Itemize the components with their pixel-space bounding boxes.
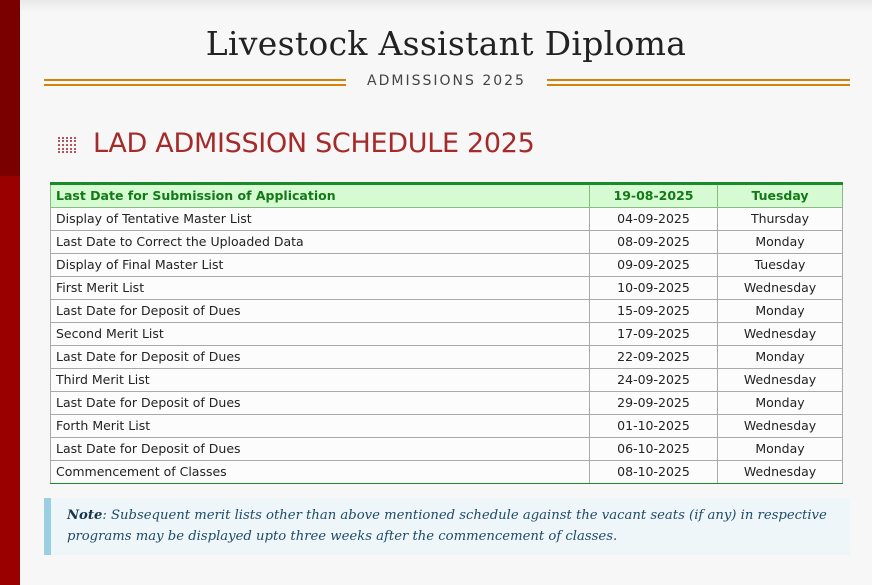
table-row bbox=[51, 323, 843, 346]
date-cell: 08-09-2025 bbox=[590, 231, 718, 254]
event-cell: Second Merit List bbox=[51, 323, 590, 346]
table-row bbox=[51, 461, 843, 484]
table-row bbox=[51, 231, 843, 254]
page-subtitle: ADMISSIONS 2025 bbox=[367, 73, 526, 89]
day-cell: Tuesday bbox=[718, 254, 843, 277]
left-accent-bar bbox=[0, 0, 20, 585]
table-row bbox=[51, 392, 843, 415]
top-shadow bbox=[20, 0, 872, 12]
event-cell: Last Date for Deposit of Dues bbox=[51, 300, 590, 323]
date-cell: 06-10-2025 bbox=[590, 438, 718, 461]
day-cell: Wednesday bbox=[718, 369, 843, 392]
title-rule-left bbox=[44, 79, 346, 86]
table-row bbox=[51, 415, 843, 438]
date-cell: 17-09-2025 bbox=[590, 323, 718, 346]
event-cell: Last Date to Correct the Uploaded Data bbox=[51, 231, 590, 254]
table-row bbox=[51, 369, 843, 392]
event-cell: Last Date for Submission of Application bbox=[51, 184, 590, 208]
date-cell: 08-10-2025 bbox=[590, 461, 718, 484]
date-cell: 22-09-2025 bbox=[590, 346, 718, 369]
note-text: : Subsequent merit lists other than above mentioned schedule against the vacant seats (if any) in respective programs may be displayed upto three weeks after the commencement of classes. bbox=[67, 508, 827, 544]
day-cell: Wednesday bbox=[718, 461, 843, 484]
title-rule-right bbox=[547, 79, 850, 86]
table-row bbox=[51, 346, 843, 369]
day-cell: Monday bbox=[718, 346, 843, 369]
date-cell: 19-08-2025 bbox=[590, 184, 718, 208]
table-row bbox=[51, 277, 843, 300]
event-cell: Last Date for Deposit of Dues bbox=[51, 392, 590, 415]
table-row bbox=[51, 438, 843, 461]
day-cell: Wednesday bbox=[718, 277, 843, 300]
note-label: Note bbox=[67, 508, 103, 523]
event-cell: Commencement of Classes bbox=[51, 461, 590, 484]
day-cell: Wednesday bbox=[718, 323, 843, 346]
event-cell: Display of Tentative Master List bbox=[51, 208, 590, 231]
day-cell: Wednesday bbox=[718, 415, 843, 438]
date-cell: 24-09-2025 bbox=[590, 369, 718, 392]
event-cell: Last Date for Deposit of Dues bbox=[51, 438, 590, 461]
page-title: Livestock Assistant Diploma bbox=[205, 24, 687, 63]
event-cell: Display of Final Master List bbox=[51, 254, 590, 277]
table-row bbox=[51, 300, 843, 323]
note-box bbox=[44, 498, 850, 555]
date-cell: 10-09-2025 bbox=[590, 277, 718, 300]
date-cell: 04-09-2025 bbox=[590, 208, 718, 231]
event-cell: First Merit List bbox=[51, 277, 590, 300]
section-heading: LAD ADMISSION SCHEDULE 2025 bbox=[93, 128, 535, 159]
dotted-grid-icon bbox=[57, 136, 77, 154]
day-cell: Monday bbox=[718, 300, 843, 323]
date-cell: 29-09-2025 bbox=[590, 392, 718, 415]
admission-schedule-table bbox=[50, 182, 843, 484]
day-cell: Monday bbox=[718, 231, 843, 254]
event-cell: Third Merit List bbox=[51, 369, 590, 392]
table-row bbox=[51, 184, 843, 208]
date-cell: 15-09-2025 bbox=[590, 300, 718, 323]
day-cell: Monday bbox=[718, 438, 843, 461]
event-cell: Last Date for Deposit of Dues bbox=[51, 346, 590, 369]
table-row bbox=[51, 254, 843, 277]
date-cell: 01-10-2025 bbox=[590, 415, 718, 438]
event-cell: Forth Merit List bbox=[51, 415, 590, 438]
day-cell: Monday bbox=[718, 392, 843, 415]
day-cell: Tuesday bbox=[718, 184, 843, 208]
day-cell: Thursday bbox=[718, 208, 843, 231]
table-row bbox=[51, 208, 843, 231]
date-cell: 09-09-2025 bbox=[590, 254, 718, 277]
